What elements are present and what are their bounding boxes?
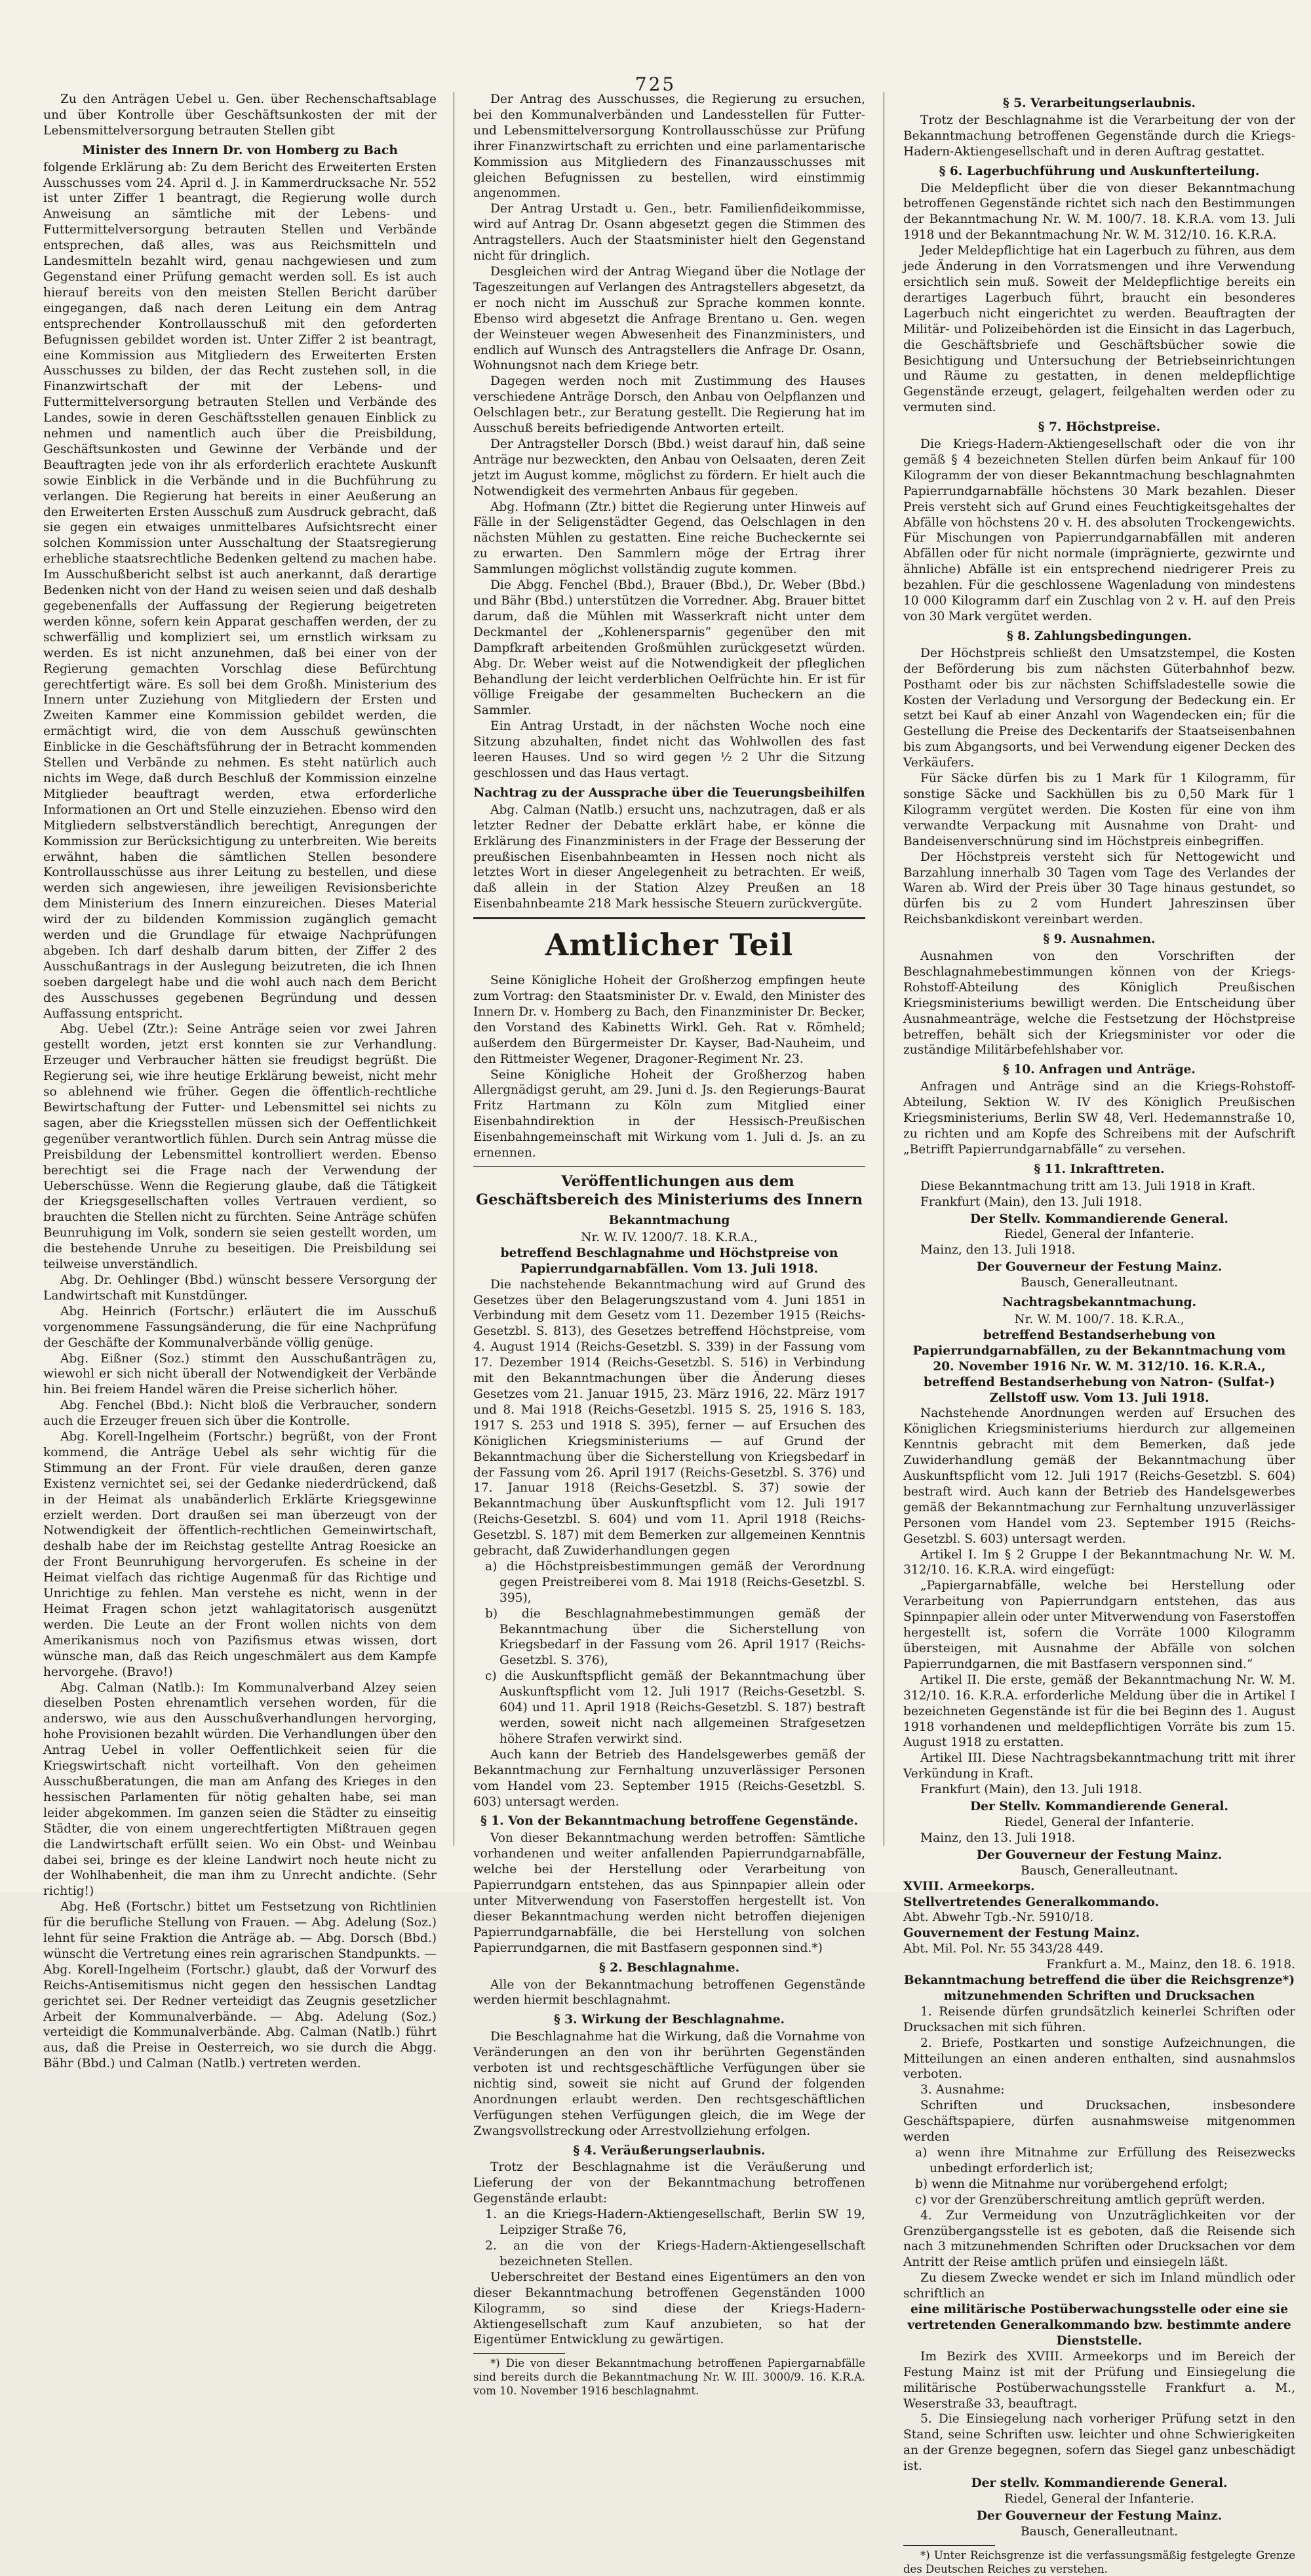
announcement-subject: betreffend Bestandserhebung von Papierrundgarnabfällen, zu der Bekanntmachung vom 20. November 1916 Nr. W. M. 312/10. 16. K.R.A., betreffend Bestandserhebung von Natron- (Sulfat-) Zellstoff usw. Vom 13. Juli 1918.: [912, 1328, 1286, 1405]
signature-name: Bausch, Generalleutnant.: [1020, 1276, 1179, 1290]
paragraph: Der Höchstpreis schließt den Umsatzstempel, die Kosten der Beförderung bis zum nächsten Güterbahnhof bezw. Posthamt oder bis zur nächsten Schiffsladestelle sowie die Kosten der Verladung und Versorgung der Bedeckung ein. Er setzt bei Kauf ab einer Anzahl von Wagendecken ein; für die Gestellung die Preise des Deckentarifs der Staatseisenbahnen bis zum Abgangsorts, und bei Verwendung eigener Decken des Verkäufers.: [903, 646, 1295, 770]
announcement-subject: betreffend Beschlagnahme und Höchstpreise von Papierrundgarnabfällen. Vom 13. Juli 1918.: [500, 1246, 838, 1276]
announcement-number: Nr. W. M. 100/7. 18. K.R.A.,: [1014, 1312, 1184, 1326]
paragraph: Abg. Heß (Fortschr.) bittet um Festsetzung von Richtlinien für die berufliche Stellung von Frauen. — Abg. Adelung (Soz.) lehnt für seine Fraktion die Anträge ab. — Abg. Dorsch (Bbd.) wünscht die Vertretung eines rein agrarischen Standpunkts. — Abg. Korell-Ingelheim (Fortschr.) glaubt, daß der Vorwurf des Reichs-Antisemitismus nicht gegen den hessischen Landtag gerichtet sei. Der Redner verteidigt das Zeugnis gesetzlicher Arbeit der Kommunalverbände. — Abg. Adelung (Soz.) verteidigt die Kommunalverbände. Abg. Calman (Natlb.) führt aus, daß die Preise in Oesterreich, wo sie durch die Abgg. Bähr (Bbd.) und Calman (Natlb.) vertreten werden.: [43, 1900, 437, 2071]
section-heading: § 3. Wirkung der Beschlagnahme.: [553, 2013, 785, 2027]
paragraph: Abg. Fenchel (Bbd.): Nicht bloß die Verbraucher, sondern auch die Erzeuger freuen sich über die Kontrolle.: [43, 1398, 437, 1429]
column-right: [903, 92, 1295, 2575]
paragraph: „Papiergarnabfälle, welche bei Herstellung oder Verarbeitung von Papierrundgarn entstehen, das aus Spinnpapier allein oder unter Mitverwendung von Faserstoffen hergestellt ist, sofern die Vorräte 1000 Kilogramm übersteigen, mit Ausnahme der Abfälle von solchen Papierrundgarnen, die mit Bastfasern versponnen sind.“: [903, 1579, 1295, 1671]
paragraph: Dagegen werden noch mit Zustimmung des Hauses verschiedene Anträge Dorsch, den Anbau von Oelpflanzen und Oelschlagen betr., zur Beratung gestellt. Die Regierung hat im Ausschuß bereits befriedigende Antworten erteilt.: [473, 374, 865, 436]
command-heading: Stellvertretendes Generalkommando.: [903, 1895, 1160, 1909]
section-heading: § 6. Lagerbuchführung und Auskunfterteilung.: [939, 164, 1260, 178]
paragraph: Desgleichen wird der Antrag Wiegand über die Notlage der Tageszeitungen auf Verlangen des Antragstellers abgesetzt, da er noch nicht im Ausschuß zur Sprache kommen konnte. Ebenso wird abgesetzt die Anfrage Brentano u. Gen. wegen der Weinsteuer wegen Abwesenheit des Finanzministers, und endlich auf Wunsch des Antragstellers die Anfrage Dr. Osann, Wohnungsnot nach dem Kriege betr.: [473, 264, 865, 373]
signature-title: Der Gouverneur der Festung Mainz.: [976, 1260, 1223, 1275]
paragraph: Trotz der Beschlagnahme ist die Verarbeitung der von der Bekanntmachung betroffenen Gegenstände durch die Kriegs-Hadern-Aktiengesellschaft und in deren Auftrag gestattet.: [903, 113, 1295, 159]
paragraph: Zu den Anträgen Uebel u. Gen. über Rechenschaftsablage und über Kontrolle über Geschäftsunkosten der mit der Lebensmittelversorgung betrauten Stellen gibt: [43, 92, 437, 138]
paragraph: Die Kriegs-Hadern-Aktiengesellschaft oder die von ihr gemäß § 4 bezeichneten Stellen dürfen beim Ankauf für 100 Kilogramm der von dieser Bekanntmachung beschlagnahmten Papierrundgarnabfälle höchstens 30 Mark bezahlen. Dieser Preis versteht sich auf Grund eines Feuchtigkeitsgehaltes der Abfälle von höchstens 20 v. H. des absoluten Trockengewichts. Für Mischungen von Papierrundgarnabfällen mit anderen Abfällen oder für nicht normale (imprägnierte, gezwirnte und ähnliche) Abfälle ist ein entsprechend niedrigerer Preis zu bezahlen. Für die geschlossene Wagenladung von mindestens 10 000 Kilogramm darf ein Zuschlag von 2 v. H. auf den Preis von 30 Mark vergütet werden.: [903, 437, 1295, 624]
reference-number: Abt. Mil. Pol. Nr. 55 343/28 449.: [903, 1942, 1104, 1956]
speaker-heading: Minister des Innern Dr. von Homberg zu Bach: [82, 143, 398, 157]
signature-title: Der Stellv. Kommandierende General.: [970, 1212, 1228, 1226]
section-heading: § 1. Von der Bekanntmachung betroffene Gegenstände.: [480, 1814, 858, 1829]
section-heading: § 10. Anfragen und Anträge.: [1003, 1063, 1196, 1077]
dateline: Frankfurt (Main), den 13. Juli 1918.: [920, 1783, 1143, 1797]
paragraph: Für Säcke dürfen bis zu 1 Mark für 1 Kilogramm, für sonstige Säcke und Sackhüllen bis zu 0,50 Mark für 1 Kilogramm vergütet werden. Die Kosten für eine von ihm verwandte Verpackung mit Ausnahme von Draht- und Bandeisenverschnürung sind im Höchstpreis einbegriffen.: [903, 772, 1295, 848]
paragraph: Abg. Dr. Oehlinger (Bbd.) wünscht bessere Versorgung der Landwirtschaft mit Kunstdünger.: [43, 1273, 437, 1303]
section-heading: § 7. Höchstpreise.: [1038, 420, 1161, 435]
signature-title: Der stellv. Kommandierende General.: [971, 2476, 1228, 2491]
reference-number: Abt. Abwehr Tgb.-Nr. 5910/18.: [903, 1911, 1094, 1925]
paragraph: Ueberschreitet der Bestand eines Eigentümers an den von dieser Bekanntmachung betroffenen Gegenständen 1000 Kilogramm, so sind diese der Kriegs-Hadern-Aktiengesellschaft zum Kauf anzubieten, so hat der Eigentümer Entwicklung zu gewärtigen.: [473, 2270, 865, 2347]
paragraph: Der Antrag des Ausschusses, die Regierung zu ersuchen, bei den Kommunalverbänden und Landesstellen für Futter- und Lebensmittelversorgung Kontrollausschüsse zur Prüfung ihrer Finanzwirtschaft zu errichten und eine parlamentarische Kommission aus Mitgliedern des Finanzausschusses mit gleichen Befugnissen zu bestellen, wird einstimmig angenommen.: [473, 92, 865, 201]
divider: [473, 1166, 865, 1167]
list-item: b) wenn die Mitnahme nur vorübergehend erfolgt;: [915, 2177, 1228, 2191]
dateline: Mainz, den 13. Juli 1918.: [920, 1243, 1076, 1258]
paragraph: 5. Die Einsiegelung nach vorheriger Prüfung setzt in den Stand, seine Schriften usw. leichter und ohne Schwierigkeiten an der Grenze begegnen, sofern das Siegel ganz unbeschädigt ist.: [903, 2412, 1295, 2474]
paragraph: Abg. Heinrich (Fortschr.) erläutert die im Ausschuß vorgenommene Fassungsänderung, die für eine Nachprüfung der Geschäfte der Kommunalverbände völlig genüge.: [43, 1304, 437, 1350]
paragraph: Anfragen und Anträge sind an die Kriegs-Rohstoff-Abteilung, Sektion W. IV des Königlich Preußischen Kriegsministeriums, Berlin SW 48, Verl. Hedemannstraße 10, zu richten und am Kopfe des Schreibens mit der Aufschrift „Betrifft Papierrundgarnabfälle“ zu versehen.: [903, 1080, 1295, 1157]
ministry-heading: Veröffentlichungen aus dem Geschäftsbereich des Ministeriums des Innern: [476, 1173, 863, 1208]
paragraph: Trotz der Beschlagnahme ist die Veräußerung und Lieferung der von der Bekanntmachung betroffenen Gegenstände erlaubt:: [473, 2160, 865, 2206]
paragraph: Jeder Meldepflichtige hat ein Lagerbuch zu führen, aus dem jede Änderung in den Vorratsmengen und ihre Verwendung ersichtlich sein muß. Soweit der Meldepflichtige bereits ein derartiges Lagerbuch führt, braucht ein besonderes Lagerbuch nicht eingerichtet zu werden. Beauftragten der Militär- und Polizeibehörden ist die Einsicht in das Lagerbuch, die Geschäftsbriefe und Geschäftsbücher sowie die Besichtigung und Untersuchung der Betriebseinrichtungen und Räume zu gestatten, in denen meldepflichtige Gegenstände erzeugt, gelagert, feilgehalten werden oder zu vermuten sind.: [903, 244, 1295, 415]
signature-name: Riedel, General der Infanterie.: [1004, 2491, 1194, 2506]
paragraph: Der Höchstpreis versteht sich für Nettogewicht und Barzahlung innerhalb 30 Tagen vom Tage des Verlandes der Waren ab. Wird der Preis über 30 Tage hinaus gestundet, so dürfen bis zu 2 vom Hundert Jahreszinsen über Reichsbankdiskont vereinbart werden.: [903, 850, 1295, 927]
paragraph: Abg. Korell-Ingelheim (Fortschr.) begrüßt, von der Front kommend, die Anträge Uebel als sehr wichtig für die Stimmung an der Front. Für viele draußen, deren ganze Existenz vernichtet sei, sei der Gedanke niederdrückend, daß in der Heimat als unabänderlich Erklärte Kriegsgewinne erzielt werden. Dort draußen sei man überzeugt von der Notwendigkeit der öffentlich-rechtlichen Gemeinwirtschaft, deshalb habe der im Reichstag gestellte Antrag Roesicke an der Front Beunruhigung hervorgerufen. Es scheine in der Heimat vielfach das richtige Augenmaß für das Richtige und Unrichtige zu fehlen. Man verstehe es nicht, wenn in der Heimat Fragen schon jetzt wahlagitatorisch ausgenützt werden. Die Leute an der Front wollen nichts von dem Amerikanismus noch von Pazifismus etwas wissen, dort wünsche man, daß das Reich ungeschmälert aus dem Kampfe hervorgehe. (Bravo!): [43, 1430, 437, 1679]
list-item: b) die Beschlagnahmebestimmungen gemäß der Bekanntmachung über die Sicherstellung von Kriegsbedarf in der Fassung vom 26. April 1917 (Reichs-Gesetzbl. S. 376),: [485, 1606, 865, 1668]
list-item: a) wenn ihre Mitnahme zur Erfüllung des Reisezwecks unbedingt erforderlich ist;: [915, 2146, 1295, 2175]
list-item: c) die Auskunftspflicht gemäß der Bekanntmachung über Auskunftspflicht vom 12. Juli 1917 (Reichs-Gesetzbl. S. 604) und 11. April 1918 (Reichs-Gesetzbl. S. 187) bestraft werden, soweit nicht nach allgemeinen Strafgesetzen höhere Strafen verwirkt sind.: [485, 1669, 865, 1746]
paragraph: Abg. Calman (Natlb.): Im Kommunalverband Alzey seien dieselben Posten ehrenamtlich versehen worden, für die anderswo, wie aus den Ausschußverhandlungen hervorging, hohe Provisionen bezahlt würden. Die Verhandlungen über den Antrag Uebel in voller Oeffentlichkeit seien für die Kriegswirtschaft nicht vorteilhaft. Von den geheimen Ausschußberatungen, die man am Anfang des Krieges in den hessischen Parlamenten für nötig gehalten habe, sei man leider abgekommen. Im ganzen seien die Städter zu einseitig Städter, die von einem ungerechtfertigten Mißtrauen gegen die Landwirtschaft erfüllt seien. Wo ein Obst- und Weinbau dabei sei, bringe es der kleine Landwirt noch heute nicht zu der Wohlhabenheit, die man ihm zu Unrecht andichte. (Sehr richtig!): [43, 1680, 437, 1899]
footnote-rule: [473, 2353, 565, 2354]
signature-title: Der Gouverneur der Festung Mainz.: [976, 1848, 1223, 1862]
dateline: Frankfurt (Main), den 13. Juli 1918.: [920, 1195, 1143, 1209]
column-middle: [473, 92, 865, 2398]
section-heading: Nachtrag zu der Aussprache über die Teuerungsbeihilfen: [473, 785, 865, 800]
amtlicher-teil-heading: Amtlicher Teil: [545, 927, 794, 963]
signature-name: Riedel, General der Infanterie.: [1004, 1815, 1194, 1829]
announcement-title: Bekanntmachung: [608, 1214, 730, 1227]
paragraph: Abg. Uebel (Ztr.): Seine Anträge seien vor zwei Jahren gestellt worden, jetzt erst konnten sie zur Verhandlung. Erzeuger und Verbraucher hätten sie freudigst begrüßt. Die Regierung sei, wie ihre heutige Erklärung beweist, nicht mehr so ablehnend wie früher. Gegen die öffentlich-rechtliche Bewirtschaftung der Futter- und Lebensmittel sei nichts zu sagen, aber die Kriegsstellen müssen sich der Oeffentlichkeit gegenüber verantwortlich fühlen. Durch sein Antrag müsse die Preisbildung der Lebensmittel kontrolliert werden. Ebenso berechtigt sei die Frage nach der Verwendung der Ueberschüsse. Wenn die Regierung glaube, daß die Tätigkeit der Kriegsgesellschaften volles Vertrauen verdient, so brauchten die Stellen nicht zu fürchten. Seine Anträge schüfen Beunruhigung im Volk, sondern sie seien gestellt worden, um die bestehende Unruhe zu beseitigen. Die Preisbildung sei teilweise unverständlich.: [43, 1022, 437, 1272]
army-corps-heading: XVIII. Armeekorps.: [903, 1879, 1035, 1893]
signature-name: Bausch, Generalleutnant.: [1020, 1863, 1179, 1878]
paragraph: 1. Reisende dürfen grundsätzlich keinerlei Schriften oder Drucksachen mit sich führen.: [903, 2004, 1295, 2034]
page-number: 725: [635, 73, 676, 95]
dateline: Mainz, den 13. Juli 1918.: [920, 1831, 1076, 1845]
signature-name: Bausch, Generalleutnant.: [1020, 2524, 1179, 2539]
paragraph: Der Antrag Urstadt u. Gen., betr. Familienfideikommisse, wird auf Antrag Dr. Osann abgesetzt gegen die Stimmen des Antragstellers. Auch der Staatsminister hielt den Gegenstand nicht für dringlich.: [473, 202, 865, 264]
paragraph: Abg. Hofmann (Ztr.) bittet die Regierung unter Hinweis auf Fälle in der Seligenstädter Gegend, das Oelschlagen in den nächsten Mühlen zu gestatten. Eine reiche Bucheckernte sei zu erwarten. Den Sammlern möge der Ertrag ihrer Sammlungen möglichst vollständig zugute kommen.: [473, 500, 865, 577]
paragraph: Die Abgg. Fenchel (Bbd.), Brauer (Bbd.), Dr. Weber (Bbd.) und Bähr (Bbd.) unterstützen die Vorredner. Abg. Brauer bittet darum, daß die Mühlen mit Wasserkraft nicht unter dem Deckmantel der „Kohlenersparnis“ gegenüber den mit Dampfkraft arbeitenden Großmühlen zurückgesetzt würden. Abg. Dr. Weber weist auf die Notwendigkeit der pfleglichen Behandlung der leicht verderblichen Oelfrüchte hin. Er ist für völlige Freigabe der gesammelten Bucheckern an die Sammler.: [473, 578, 865, 718]
list-item: c) vor der Grenzüberschreitung amtlich geprüft werden.: [915, 2192, 1265, 2207]
section-heading: § 9. Ausnahmen.: [1043, 932, 1156, 947]
paragraph: Auch kann der Betrieb des Handelsgewerbes gemäß der Bekanntmachung zur Fernhaltung unzuverlässiger Personen vom Handel vom 23. September 1915 (Reichs-Gesetzbl. S. 603) untersagt werden.: [473, 1747, 865, 1809]
paragraph: Nachstehende Anordnungen werden auf Ersuchen des Königlichen Kriegsministeriums hierdurch zur allgemeinen Kenntnis gebracht mit dem Bemerken, daß jede Zuwiderhandlung gemäß der Bekanntmachung über Auskunftspflicht vom 12. Juli 1917 (Reichs-Gesetzbl. S. 604) bestraft wird. Auch kann der Betrieb des Handelsgewerbes gemäß der Bekanntmachung zur Fernhaltung unzuverlässiger Personen vom Handel vom 23. September 1915 (Reichs-Gesetzbl. S. 603) untersagt werden.: [903, 1406, 1295, 1546]
paragraph: Schriften und Drucksachen, insbesondere Geschäftspapiere, dürfen ausnahmsweise mitgenommen werden: [903, 2099, 1295, 2145]
signature-title: Der Gouverneur der Festung Mainz.: [976, 2508, 1223, 2523]
paragraph: Von dieser Bekanntmachung werden betroffen: Sämtliche vorhandenen und weiter anfallenden Papierrundgarnabfälle, welche bei der Herstellung oder Verarbeitung von Papierrundgarn entstehen, das aus Spinnpapier allein oder unter Mitverwendung von Faserstoffen hergestellt ist. Von dieser Bekanntmachung werden nicht betroffen diejenigen Papierrundgarnabfälle, die bei Herstellung von solchen Papierrundgarnen, die mit Bastfasern gesponnen sind.*): [473, 1831, 865, 1955]
paragraph: Artikel I. Im § 2 Gruppe I der Bekanntmachung Nr. W. M. 312/10. 16. K.R.A. wird eingefügt:: [903, 1547, 1295, 1577]
section-heading: § 2. Beschlagnahme.: [598, 1960, 740, 1975]
paragraph: Zu diesem Zwecke wendet er sich im Inland mündlich oder schriftlich an: [903, 2271, 1295, 2301]
paragraph: 2. Briefe, Postkarten und sonstige Aufzeichnungen, die Mitteilungen an einen anderen enthalten, sind ausnahmslos verboten.: [903, 2036, 1295, 2082]
list-item: 2. an die von der Kriegs-Hadern-Aktiengesellschaft bezeichneten Stellen.: [485, 2239, 865, 2269]
section-heading: § 8. Zahlungsbedingungen.: [1006, 629, 1192, 643]
paragraph: Artikel III. Diese Nachtragsbekanntmachung tritt mit ihrer Verkündung in Kraft.: [903, 1751, 1295, 1781]
paragraph: Diese Bekanntmachung tritt am 13. Juli 1918 in Kraft.: [920, 1179, 1256, 1193]
section-heading: § 11. Inkrafttreten.: [1034, 1162, 1165, 1176]
paragraph: Alle von der Bekanntmachung betroffenen Gegenstände werden hiermit beschlagnahmt.: [473, 1977, 865, 2008]
footnote: *) Die von dieser Bekanntmachung betroffenen Papiergarnabfälle sind bereits durch die Bekanntmachung Nr. W. III. 3000/9. 16. K.R.A. vom 10. November 1916 beschlagnahmt.: [473, 2357, 865, 2398]
column-left: [43, 92, 437, 2071]
paragraph: Im Bezirk des XVIII. Armeekorps und im Bereich der Festung Mainz ist mit der Prüfung und Einsiegelung die militärische Postüberwachungsstelle Frankfurt a. M., Weserstraße 33, beauftragt.: [903, 2349, 1295, 2411]
paragraph: Artikel II. Die erste, gemäß der Bekanntmachung Nr. W. M. 312/10. 16. K.R.A. erforderliche Meldung über die in Artikel I bezeichneten Gegenstände ist für die bei Beginn des 1. August 1918 vorhandenen und meldepflichtigen Vorräte bis zum 15. August 1918 zu erstatten.: [903, 1673, 1295, 1750]
paragraph: eine militärische Postüberwachungsstelle oder eine sie vertretenden Generalkommando bzw. bestimmte andere Dienststelle.: [907, 2303, 1291, 2348]
paragraph: Die Meldepflicht über die von dieser Bekanntmachung betroffenen Gegenstände richtet sich nach den Bestimmungen der Bekanntmachung Nr. W. M. 100/7. 18. K.R.A. vom 13. Juli 1918 und der Bekanntmachung Nr. W. M. 312/10. 16. K.R.A.: [903, 181, 1295, 243]
paragraph: Ausnahmen von den Vorschriften der Beschlagnahmebestimmungen können von der Kriegs-Rohstoff-Abteilung des Königlich Preußischen Kriegsministeriums bewilligt werden. Die Entscheidung über Ausnahmeanträge, welche die Festsetzung der Höchstpreise betreffen, behält sich der Kriegsminister vor oder die zuständige Militärbefehlshaber vor.: [903, 949, 1295, 1058]
paragraph: folgende Erklärung ab: Zu dem Bericht des Erweiterten Ersten Ausschusses vom 24. April d. J. in Kammerdrucksache Nr. 552 ist unter Ziffer 1 beantragt, die Regierung wolle durch Anweisung an sämtliche mit der Lebens- und Futtermittelversorgung betrauten Stellen und Verbände entsprechen, daß alles, was aus Reichsmitteln und Landesmitteln bezahlt wird, genau nachgewiesen und zum Gegenstand einer Prüfung gemacht werden soll. Es ist auch hierauf bereits von den meisten Stellen Bericht darüber eingegangen, daß nach deren Leitung ein dem Antrag entsprechender Kontrollausschuß mit den geforderten Befugnissen gebildet worden ist. Unter Ziffer 2 ist beantragt, eine Kommission aus Mitgliedern des Erweiterten Ersten Ausschusses zu bilden, der das Recht zustehen soll, in die Finanzwirtschaft der mit der Lebens- und Futtermittelversorgung betrauten Stellen und Verbände des Landes, sowie in deren Geschäftsstellen genauen Einblick zu nehmen und namentlich auch über die Preisbildung, Geschäftsunkosten und Gewinne der Verbände und der Beauftragten jede von ihr als erforderlich erachtete Auskunft sowie Einblick in die Verbände und in die Buchführung zu verlangen. Die Regierung hat bereits in einer Aeußerung an den Erweiterten Ersten Ausschuß zum Ausdruck gebracht, daß sie gegen ein etwaiges unmittelbares Aufsichtsrecht einer solchen Kommission unter Ausschaltung der Staatsregierung erhebliche staatsrechtliche Bedenken geltend zu machen habe. Im Ausschußbericht selbst ist auch anerkannt, daß derartige Bedenken nicht von der Hand zu weisen seien und daß deshalb gegebenenfalls der Auffassung der Regierung beigetreten werden könne, sofern kein Apparat geschaffen werden, der zu schwerfällig und kompliziert sei, um ernstlich wirksam zu werden. Es ist nicht anzunehmen, daß bei einer von der Regierung gemachten Vorschlag diese Befürchtung gerechtfertigt wäre. Es soll bei dem Großh. Ministerium des Innern unter Zuziehung von Mitgliedern der Ersten und Zweiten Kammer eine Kommission gebildet werden, die ermächtigt wird, die von dem Ausschuß gewünschten Einblicke in die Geschäftsführung der in Betracht kommenden Stellen und Verbände zu nehmen. Es steht natürlich auch nichts im Wege, daß durch Beschluß der Kommission einzelne Mitglieder beauftragt werden, etwa erforderliche Informationen an Ort und Stelle einzuziehen. Ebenso wird den Mitgliedern selbstverständlich berechtigt, Anregungen der Kommission zur Berücksichtigung zu unterbreiten. Wie bereits erwähnt, haben die sämtlichen Stellen besondere Kontrollausschüsse aus ihrer Leitung zu bestellen, und diese werden sich angewiesen, ihre jeweiligen Revisionsberichte dem Ministerium des Innern einzureichen. Dieses Material wird der zu bildenden Kommission zugänglich gemacht werden und die Grundlage für etwaige Nachprüfungen abgeben. Ich darf deshalb darum bitten, der Ziffer 2 des Ausschußantrags in der Auslegung beizutreten, die ich Ihnen soeben dargelegt habe und die wohl auch nach dem Bericht des Ausschusses gegebenen Begründung und dessen Auffassung entspricht.: [43, 160, 437, 1021]
paragraph: Abg. Calman (Natlb.) ersucht uns, nachzutragen, daß er als letzter Redner der Debatte erklärt habe, er könne die Erklärung des Finanzministers in der Frage der Besserung der preußischen Eisenbahnbeamten in Hessen noch nicht als letztes Wort in dieser Angelegenheit zu betrachten. Er weiß, daß allein in der Station Alzey Preußen an 18 Eisenbahnbeamte 218 Mark hessische Steuern zurückvergüte.: [473, 803, 865, 911]
list-item: a) die Höchstpreisbestimmungen gemäß der Verordnung gegen Preistreiberei vom 8. Mai 1918 (Reichs-Gesetzbl. S. 395),: [485, 1559, 865, 1605]
paragraph: Ein Antrag Urstadt, in der nächsten Woche noch eine Sitzung abzuhalten, findet nicht das Wohlwollen des fast leeren Hauses. Und so wird gegen ½ 2 Uhr die Sitzung geschlossen und das Haus vertagt.: [473, 719, 865, 780]
paragraph: Der Antragsteller Dorsch (Bbd.) weist darauf hin, daß seine Anträge nur bezweckten, den Anbau von Oelsaaten, deren Zeit jetzt im August komme, möglichst zu fördern. Er hielt auch die Notwendigkeit des vermehrten Anbaus für gegeben.: [473, 437, 865, 498]
section-heading: § 4. Veräußerungserlaubnis.: [573, 2143, 766, 2158]
divider: [473, 917, 865, 919]
command-heading: Gouvernement der Festung Mainz.: [903, 1926, 1140, 1941]
announcement-number: Nr. W. IV. 1200/7. 18. K.R.A.,: [581, 1230, 758, 1244]
dateline: Frankfurt a. M., Mainz, den 18. 6. 1918.: [1046, 1958, 1295, 1972]
paragraph: Abg. Eißner (Soz.) stimmt den Ausschußanträgen zu, wiewohl er sich nicht überall der Notwendigkeit der Verbände hin. Bei freiem Handel wären die Preise sicherlich höher.: [43, 1351, 437, 1397]
signature-name: Riedel, General der Infanterie.: [1004, 1227, 1194, 1242]
announcement-title: Nachtragsbekanntmachung.: [1002, 1296, 1197, 1310]
paragraph: Seine Königliche Hoheit der Großherzog haben Allergnädigst geruht, am 29. Juni d. Js. den Regierungs-Baurat Fritz Hartmann zu Köln zum Mitglied einer Eisenbahndirektion in der Hessisch-Preußischen Eisenbahngemeinschaft mit Wirkung vom 1. Juli d. Js. an zu ernennen.: [473, 1067, 865, 1160]
paragraph: Die nachstehende Bekanntmachung wird auf Grund des Gesetzes über den Belagerungszustand vom 4. Juni 1851 in Verbindung mit dem Gesetz vom 11. Dezember 1915 (Reichs-Gesetzbl. S. 813), des Gesetzes betreffend Höchstpreise, vom 4. August 1914 (Reichs-Gesetzbl. S. 339) in der Fassung vom 17. Dezember 1914 (Reichs-Gesetzbl. S. 516) in Verbindung mit den Bekanntmachungen über die Änderung dieses Gesetzes vom 21. Januar 1915, 23. März 1916, 22. März 1917 und 8. Mai 1918 (Reichs-Gesetzbl. 1915 S. 25, 1916 S. 183, 1917 S. 253 und 1918 S. 395), ferner — auf Ersuchen des Königlichen Kriegsministeriums — auf Grund der Bekanntmachung über die Sicherstellung von Kriegsbedarf in der Fassung vom 26. April 1917 (Reichs-Gesetzbl. S. 376) und 17. Januar 1918 (Reichs-Gesetzbl. S. 37) sowie der Bekanntmachung über Auskunftspflicht vom 12. Juli 1917 (Reichs-Gesetzbl. S. 604) und vom 11. April 1918 (Reichs-Gesetzbl. S. 187) mit dem Bemerken zur allgemeinen Kenntnis gebracht, daß Zuwiderhandlungen gegen: [473, 1277, 865, 1558]
announcement-subject: Bekanntmachung betreffend die über die Reichsgrenze*) mitzunehmenden Schriften und Drucksachen: [903, 1973, 1295, 2003]
signature-title: Der Stellv. Kommandierende General.: [970, 1800, 1228, 1814]
footnote: *) Unter Reichsgrenze ist die verfassungsmäßig festgelegte Grenze des Deutschen Reiches zu verstehen.: [903, 2548, 1295, 2575]
footnote-rule: [903, 2545, 995, 2546]
paragraph: 4. Zur Vermeidung von Unzuträglichkeiten vor der Grenzübergangsstelle ist es geboten, daß die Reisende sich nach 3 mitzunehmenden Schriften oder Drucksachen vor dem Antritt der Reise amtlich prüfen und einsiegeln läßt.: [903, 2208, 1295, 2270]
section-heading: § 5. Verarbeitungserlaubnis.: [1002, 96, 1196, 110]
paragraph: Seine Königliche Hoheit der Großherzog empfingen heute zum Vortrag: den Staatsminister Dr. v. Ewald, den Minister des Innern Dr. v. Homberg zu Bach, den Finanzminister Dr. Becker, den Vorstand des Kabinetts Wirkl. Geh. Rat v. Römheld; außerdem den Bürgermeister Dr. Kayser, Bad-Nauheim, und den Rittmeister Wegener, Dragoner-Regiment Nr. 23.: [473, 974, 865, 1066]
paragraph: 3. Ausnahme:: [920, 2083, 1005, 2097]
list-item: 1. an die Kriegs-Hadern-Aktiengesellschaft, Berlin SW 19, Leipziger Straße 76,: [485, 2208, 865, 2238]
paragraph: Die Beschlagnahme hat die Wirkung, daß die Vornahme von Veränderungen an den von ihr berührten Gegenständen verboten ist und rechtsgeschäftliche Verfügungen über sie nichtig sind, soweit sie nicht auf Grund der folgenden Anordnungen erlaubt werden. Den rechtsgeschäftlichen Verfügungen stehen Verfügungen gleich, die im Wege der Zwangsvollstreckung oder Arrestvollziehung erfolgen.: [473, 2030, 865, 2138]
